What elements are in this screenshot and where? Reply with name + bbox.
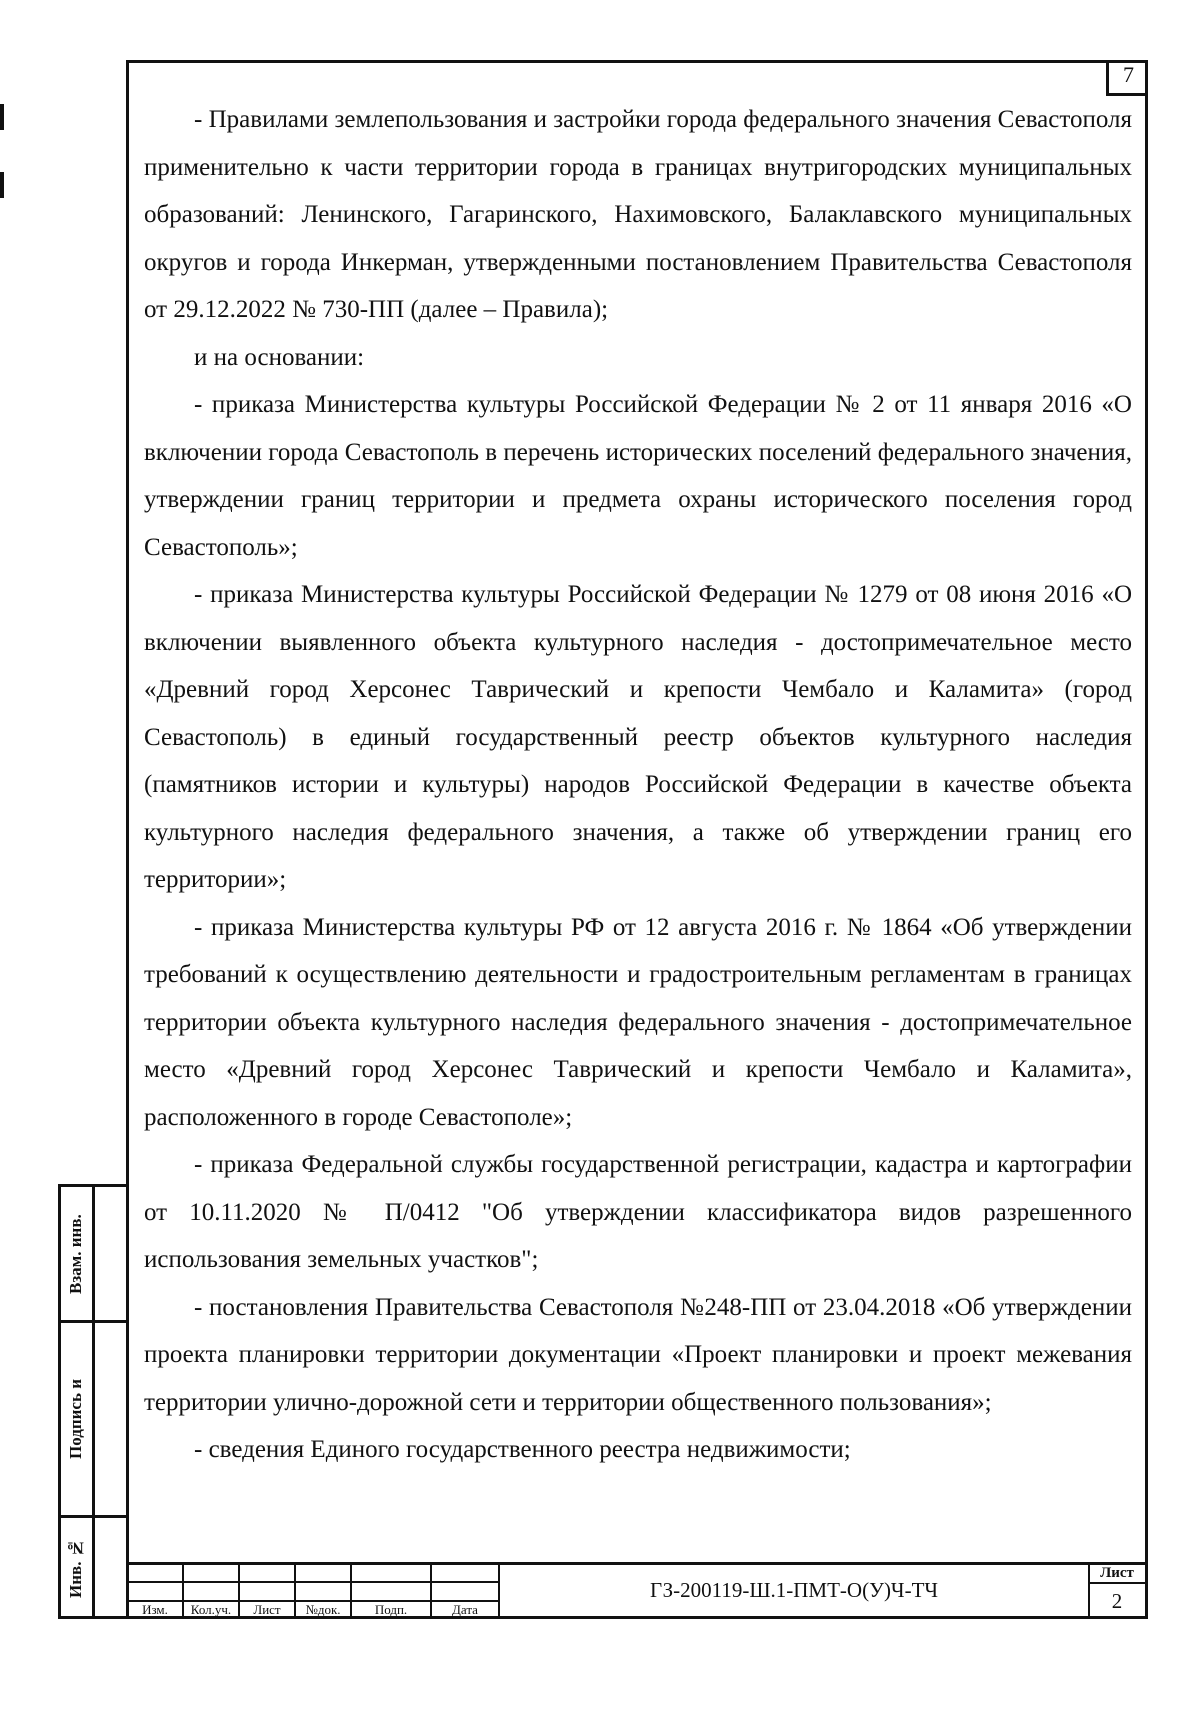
column-label-izm: Изм.	[142, 1602, 168, 1617]
paragraph: - приказа Министерства культуры Российской Федерации № 1279 от 08 июня 2016 «О включении выявленного объекта культурного наследия - достопримечательное место «Древний город Херсонес Таврический и крепости Чембало и Каламита» (город Севастополь) в единый государственный реестр объектов культурного наследия (памятников истории и культуры) народов Российской Федерации в качестве объекта культурного наследия федерального значения, а также об утверждении границ его территории»;	[144, 581, 1132, 893]
document-body	[144, 96, 1132, 1474]
paragraph: - приказа Федеральной службы государственной регистрации, кадастра и картографии от 10.11.2020 № П/0412 "Об утверждении классификатора видов разрешенного использования земельных участков";	[144, 1151, 1132, 1273]
column-label-data: Дата	[452, 1602, 478, 1617]
paragraph: и на основании:	[194, 343, 365, 371]
column-label-koluch: Кол.уч.	[190, 1602, 232, 1617]
paragraph: - сведения Единого государственного реестра недвижимости;	[194, 1436, 851, 1463]
margin-divider	[58, 1515, 126, 1518]
scan-mark	[0, 104, 4, 130]
paragraph: - постановления Правительства Севастополя №248-ПП от 23.04.2018 «Об утверждении проекта планировки территории документации «Проект планировки и проект межевания территории улично-дорожной сети и территории общественного пользования»;	[144, 1293, 1132, 1416]
scan-mark	[0, 172, 4, 198]
column-label-list: Лист	[253, 1602, 281, 1617]
margin-divider	[58, 1320, 126, 1323]
podpis-label: Подпись и	[66, 1379, 85, 1460]
document-code: ГЗ-200119-Ш.1-ПМТ-О(У)Ч-ТЧ	[649, 1578, 939, 1602]
sheet-label: Лист	[1100, 1565, 1134, 1581]
paragraph: - приказа Министерства культуры Российской Федерации № 2 от 11 января 2016 «О включении города Севастополь в перечень исторических поселений федерального значения, утверждении границ территории и предмета охраны исторического поселения город Севастополь»;	[144, 391, 1132, 561]
paragraph: - приказа Министерства культуры РФ от 12 августа 2016 г. № 1864 «Об утверждении требований к осуществлению деятельности и градостроительным регламентам в границах территории объекта культурного наследия федерального значения - достопримечательное место «Древний город Херсонес Таврический и крепости Чембало и Каламита», расположенного в городе Севастополе»;	[144, 913, 1132, 1131]
vzam-inv-label: Взам. инв.	[66, 1214, 85, 1294]
paragraph: - Правилами землепользования и застройки города федерального значения Севастополя применительно к части территории города в границах внутригородских муниципальных образований: Ленинского, Гагаринского, Нахимовского, Балаклавского муниципальных округов и города Инкерман, утвержденными постановлением Правительства Севастополя от 29.12.2022 № 730-ПП (далее – Правила);	[144, 106, 1132, 323]
sheet-number: 2	[1111, 1589, 1123, 1613]
margin-divider	[92, 1184, 95, 1619]
inv-no-label: Инв. №	[66, 1538, 85, 1598]
page-number: 7	[1106, 60, 1148, 96]
column-label-ndok: №док.	[305, 1602, 341, 1617]
column-label-podp: Подп.	[374, 1602, 408, 1617]
